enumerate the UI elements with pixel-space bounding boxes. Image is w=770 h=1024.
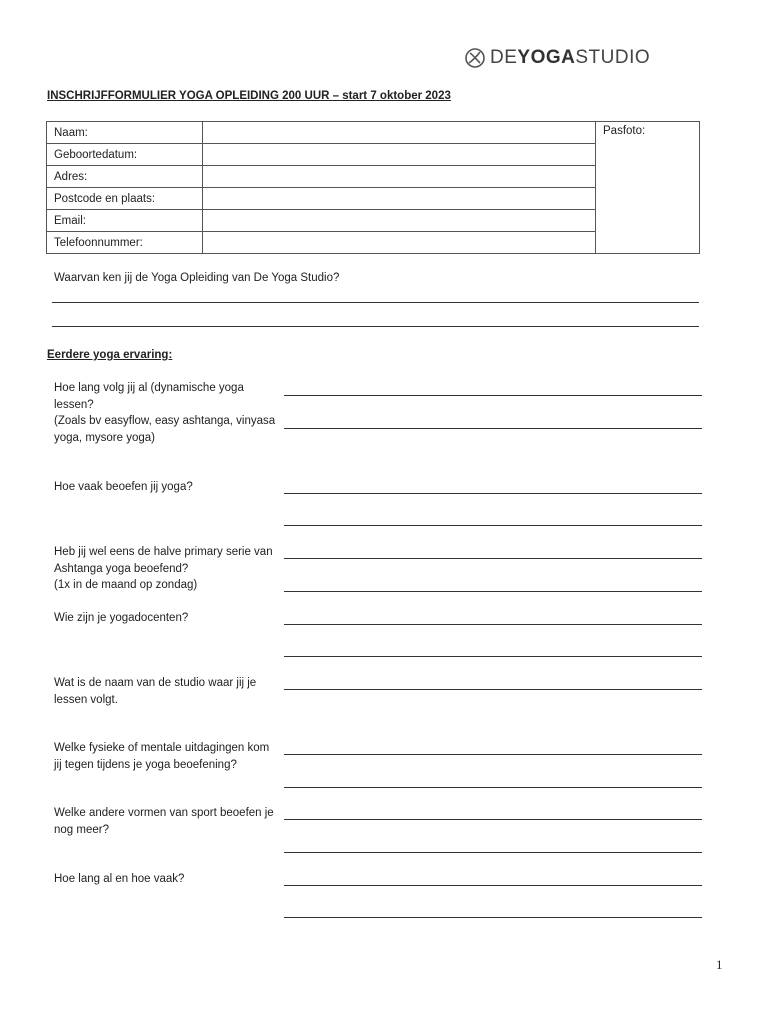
question-label: Hoe vaak beoefen jij yoga? bbox=[54, 481, 193, 493]
field-label-address: Adres: bbox=[47, 166, 203, 188]
brand-logo bbox=[464, 47, 650, 69]
answer-line[interactable] bbox=[284, 558, 702, 559]
section-heading-experience: Eerdere yoga ervaring: bbox=[47, 349, 173, 361]
question-label: Hoe lang al en hoe vaak? bbox=[54, 873, 185, 885]
answer-line[interactable] bbox=[284, 754, 702, 755]
field-input-name[interactable] bbox=[203, 122, 596, 144]
answer-line[interactable] bbox=[284, 395, 702, 396]
photo-label: Pasfoto: bbox=[603, 125, 646, 137]
field-label-phone: Telefoonnummer: bbox=[47, 232, 203, 254]
answer-line[interactable] bbox=[284, 917, 702, 918]
question-label: Wie zijn je yogadocenten? bbox=[54, 612, 189, 624]
answer-line[interactable] bbox=[284, 493, 702, 494]
field-input-email[interactable] bbox=[203, 210, 596, 232]
question-label: Welke andere vormen van sport beoefen je nog meer? bbox=[54, 807, 274, 836]
field-label-postcode: Postcode en plaats: bbox=[47, 188, 203, 210]
field-input-address[interactable] bbox=[203, 166, 596, 188]
answer-line[interactable] bbox=[52, 302, 699, 303]
personal-info-table bbox=[46, 121, 700, 254]
answer-line[interactable] bbox=[284, 591, 702, 592]
field-label-name: Naam: bbox=[47, 122, 203, 144]
answer-line[interactable] bbox=[284, 428, 702, 429]
answer-line[interactable] bbox=[284, 656, 702, 657]
question-label: Hoe lang volg jij al (dynamische yoga lessen? (Zoals bv easyflow, easy ashtanga, vinyasa yoga, mysore yoga) bbox=[54, 382, 276, 444]
question-label: Welke fysieke of mentale uitdagingen kom jij tegen tijdens je yoga beoefening? bbox=[54, 742, 270, 771]
answer-line[interactable] bbox=[284, 787, 702, 788]
answer-line[interactable] bbox=[284, 885, 702, 886]
answer-line[interactable] bbox=[284, 525, 702, 526]
field-label-birthdate: Geboortedatum: bbox=[47, 144, 203, 166]
brand-name: DEYOGASTUDIO bbox=[490, 47, 651, 68]
photo-box[interactable] bbox=[596, 122, 700, 254]
answer-line[interactable] bbox=[284, 689, 702, 690]
page-number: 1 bbox=[716, 957, 723, 972]
field-label-email: Email: bbox=[47, 210, 203, 232]
field-input-postcode[interactable] bbox=[203, 188, 596, 210]
referral-question: Waarvan ken jij de Yoga Opleiding van De Yoga Studio? bbox=[54, 272, 340, 284]
form-title: INSCHRIJFFORMULIER YOGA OPLEIDING 200 UUR – start 7 oktober 2023 bbox=[47, 90, 451, 102]
field-input-phone[interactable] bbox=[203, 232, 596, 254]
answer-line[interactable] bbox=[52, 326, 699, 327]
answer-line[interactable] bbox=[284, 624, 702, 625]
answer-line[interactable] bbox=[284, 819, 702, 820]
question-label: Heb jij wel eens de halve primary serie van Ashtanga yoga beoefend? (1x in de maand op zondag) bbox=[54, 546, 273, 591]
field-input-birthdate[interactable] bbox=[203, 144, 596, 166]
answer-line[interactable] bbox=[284, 852, 702, 853]
question-label: Wat is de naam van de studio waar jij je lessen volgt. bbox=[54, 677, 257, 706]
yoga-leaf-icon bbox=[464, 47, 486, 69]
